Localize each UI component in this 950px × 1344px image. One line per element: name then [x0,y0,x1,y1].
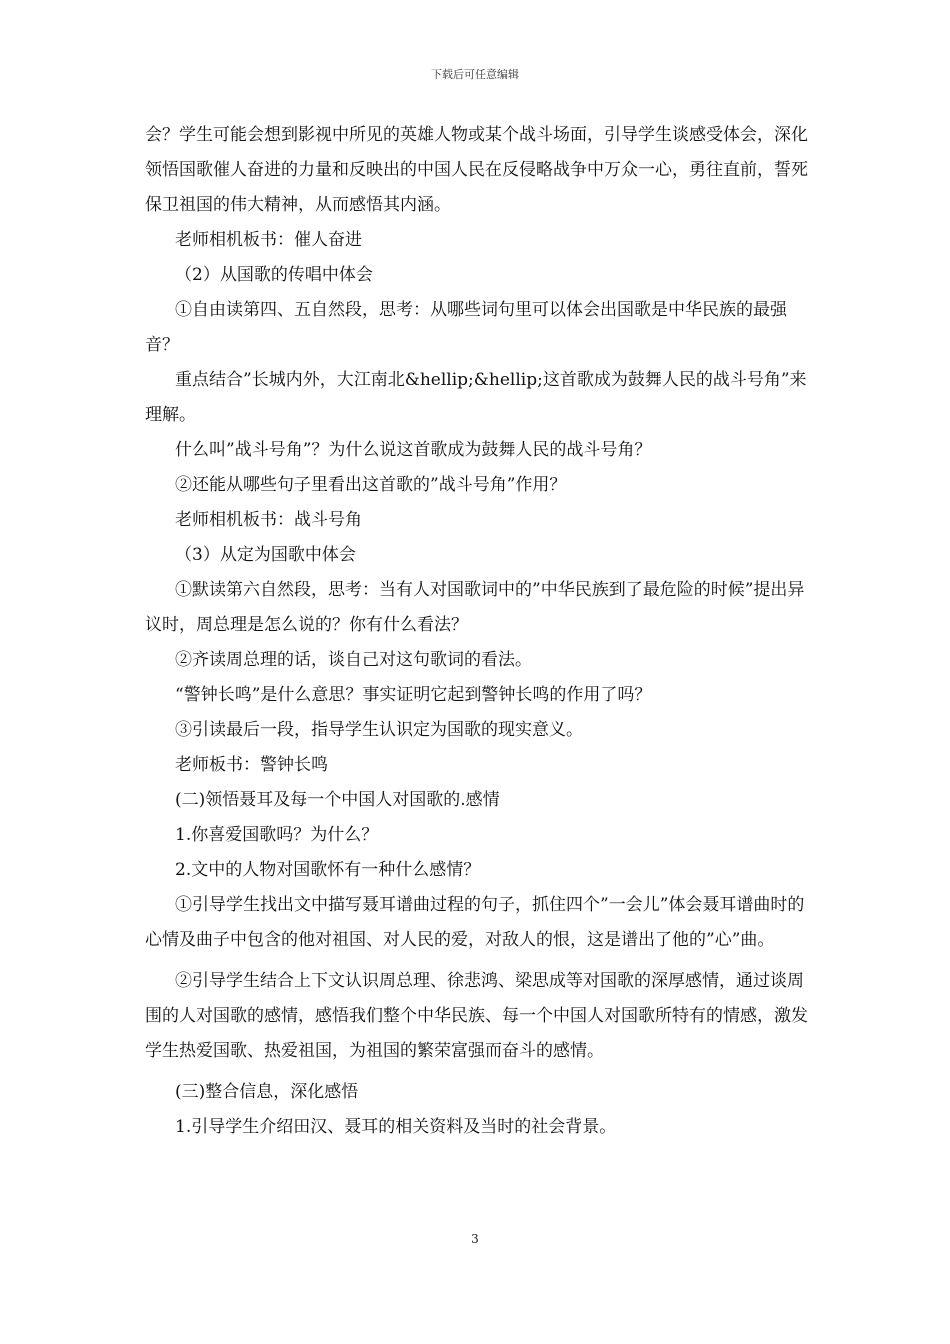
paragraph-16: 1.你喜爱国歌吗？为什么？ [175,825,379,845]
paragraph-9: （3）从定为国歌中体会 [175,545,356,565]
paragraph-20: (三)整合信息，深化感悟 [175,1082,359,1102]
paragraph-21: 1.引导学生介绍田汉、聂耳的相关资料及当时的社会背景。 [175,1117,617,1137]
paragraph-8: 老师相机板书：战斗号角 [175,510,362,530]
paragraph-3: （2）从国歌的传唱中体会 [175,265,373,285]
paragraph-10: ①默读第六自然段，思考：当有人对国歌词中的”中华民族到了最危险的时候”提出异议时，周总理是怎么说的？你有什么看法？ [145,580,805,635]
paragraph-18: ①引导学生找出文中描写聂耳谱曲过程的句子，抓住四个”一会儿”体会聂耳谱曲时的心情及曲子中包含的他对祖国、对人民的爱，对敌人的恨，这是谱出了他的”心”曲。 [145,895,805,950]
paragraph-19: ②引导学生结合上下文认识周总理、徐悲鸿、梁思成等对国歌的深厚感情，通过谈周围的人对国歌的感情，感悟我们整个中华民族、每一个中国人对国歌所特有的情感，激发学生热爱国歌、热爱祖国，为祖国的繁荣富强而奋斗的感情。 [145,971,808,1061]
paragraph-7: ②还能从哪些句子里看出这首歌的”战斗号角”作用？ [175,475,567,495]
paragraph-1: 会？学生可能会想到影视中所见的英雄人物或某个战斗场面，引导学生谈感受体会，深化领悟国歌催人奋进的力量和反映出的中国人民在反侵略战争中万众一心，勇往直前，誓死保卫祖国的伟大精神，从而感悟其内涵。 [145,125,808,215]
paragraph-11: ②齐读周总理的话，谈自己对这句歌词的看法。 [175,650,532,670]
page-header: 下载后可任意编辑 [431,68,519,81]
paragraph-12: “警钟长鸣”是什么意思？事实证明它起到警钟长鸣的作用了吗？ [175,685,652,705]
paragraph-4: ①自由读第四、五自然段，思考：从哪些词句里可以体会出国歌是中华民族的最强音？ [145,300,787,355]
page-number: 3 [471,1232,479,1246]
paragraph-13: ③引读最后一段，指导学生认识定为国歌的现实意义。 [175,720,583,740]
paragraph-17: 2.文中的人物对国歌怀有一种什么感情？ [175,860,481,880]
paragraph-2: 老师相机板书：催人奋进 [175,230,362,250]
paragraph-6: 什么叫”战斗号角”？为什么说这首歌成为鼓舞人民的战斗号角？ [175,440,652,460]
paragraph-5: 重点结合”长城内外，大江南北&hellip;&hellip;这首歌成为鼓舞人民的战斗号角”来理解。 [145,370,807,425]
paragraph-15: (二)领悟聂耳及每一个中国人对国歌的.感情 [175,790,500,810]
document-body [145,118,810,1145]
paragraph-14: 老师板书：警钟长鸣 [175,755,328,775]
